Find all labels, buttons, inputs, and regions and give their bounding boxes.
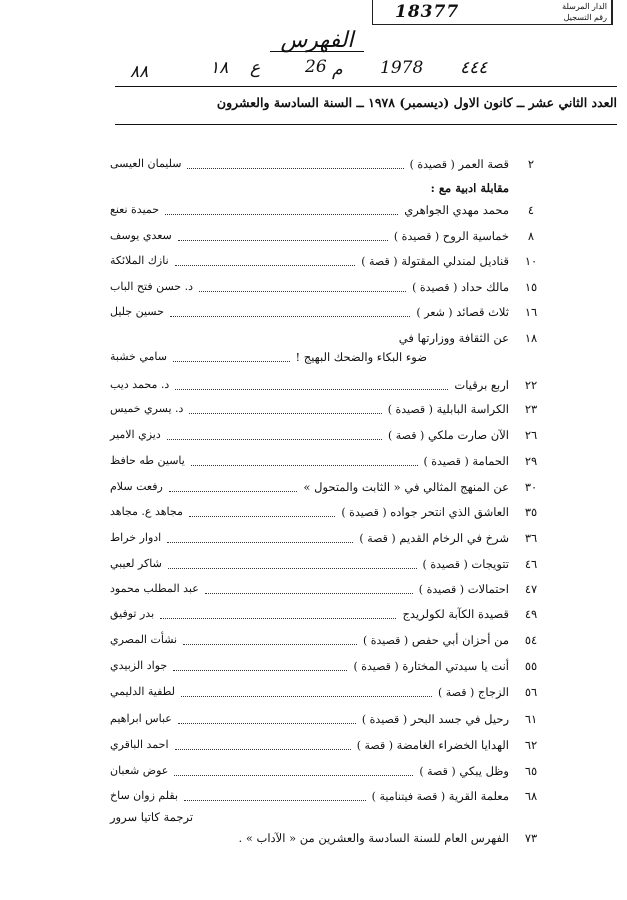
toc-author: لطفية الدليمي xyxy=(110,685,176,698)
toc-genre: ( قصة ) xyxy=(388,429,425,442)
toc-author: بقلم زوان ساخ xyxy=(110,789,179,802)
toc-genre: ( قصيدة ) xyxy=(412,281,458,294)
toc-author: د. يسري خميس xyxy=(110,402,184,415)
toc-title-text: من أحزان أبي حفص xyxy=(411,633,509,647)
toc-leader-dots xyxy=(199,291,406,292)
toc-author: مجاهد ع. مجاهد xyxy=(110,505,183,518)
toc-page-number: ١٦ xyxy=(524,305,538,319)
toc-title-text: محمد مهدي الجواهري xyxy=(404,203,509,217)
toc-title xyxy=(353,659,509,673)
toc-genre: ( قصيدة ) xyxy=(353,660,399,673)
toc-author: عوض شعبان xyxy=(110,764,169,777)
toc-title-text: عن المنهج المثالي في « الثابت والمتحول » xyxy=(303,480,509,494)
toc-title xyxy=(341,505,509,519)
toc-page-number: ١٠ xyxy=(524,254,538,268)
toc-author: نازك الملائكة xyxy=(110,254,169,267)
toc-page-number: ٢ xyxy=(527,157,535,171)
section-heading: مقابلة ادبية مع : xyxy=(430,181,509,195)
toc-title xyxy=(399,331,509,345)
toc-page-number: ١٥ xyxy=(524,280,538,294)
toc-title xyxy=(419,764,509,778)
toc-page-number: ٥٥ xyxy=(524,659,538,673)
toc-title-text: الهدايا الخضراء الغامضة xyxy=(396,738,509,752)
toc-title-text: أنت يا سيدتي المختارة xyxy=(402,659,509,673)
footer-text: الفهرس العام للسنة السادسة والعشرين من « الآداب » . xyxy=(238,831,509,845)
toc-title xyxy=(410,157,509,171)
toc-author: احمد الباقري xyxy=(110,738,169,751)
toc-genre: ( قصيدة ) xyxy=(422,558,468,571)
toc-page-number: ٦٨ xyxy=(524,789,538,803)
toc-author: حسين جليل xyxy=(110,305,164,318)
toc-title-text: معلمة القرية xyxy=(448,789,509,803)
toc-page-number: ٤٩ xyxy=(524,607,538,621)
toc-author: سليمان العيسى xyxy=(110,157,182,170)
toc-leader-dots xyxy=(184,800,366,801)
toc-title-text: خماسية الروح xyxy=(442,229,509,243)
toc-leader-dots xyxy=(173,670,347,671)
toc-title xyxy=(357,738,509,752)
toc-title xyxy=(363,633,509,647)
toc-title-text: احتمالات xyxy=(467,582,509,596)
handwritten-code: ٤٤٤ xyxy=(460,58,488,78)
toc-title xyxy=(404,203,509,217)
toc-page-number: ٤٦ xyxy=(524,557,538,571)
handwritten-year: 1978 xyxy=(380,58,424,78)
toc-title-text: شرخ في الرخام القديم xyxy=(399,531,509,545)
toc-title-text: اربع برقيات xyxy=(454,378,509,392)
toc-leader-dots xyxy=(173,361,290,362)
toc-leader-dots xyxy=(167,439,382,440)
toc-title-text: قصيدة الكآبة لكولريدج xyxy=(402,607,509,621)
toc-title-text: تتويجات xyxy=(471,557,509,571)
toc-leader-dots xyxy=(187,168,403,169)
stamp-label-registration: رقم التسجيل xyxy=(563,13,607,22)
toc-page-number: ٢٩ xyxy=(524,454,538,468)
toc-author: شاكر لعيبي xyxy=(110,557,162,570)
toc-page-number: ٦٥ xyxy=(524,764,538,778)
toc-page-number: ٦٢ xyxy=(524,738,538,752)
toc-leader-dots xyxy=(189,516,335,517)
toc-author: عبد المطلب محمود xyxy=(110,582,199,595)
toc-page-number: ٣٦ xyxy=(524,531,538,545)
toc-leader-dots xyxy=(165,214,398,215)
toc-leader-dots xyxy=(205,593,413,594)
toc-genre: ( قصيدة ) xyxy=(341,506,387,519)
toc-author: سعدي يوسف xyxy=(110,229,172,242)
toc-title-text: رحيل في جسد البحر xyxy=(410,712,509,726)
toc-title xyxy=(419,582,509,596)
toc-page-number: ٦١ xyxy=(524,712,538,726)
toc-page-number: ٢٦ xyxy=(524,428,538,442)
toc-author: جواد الزبيدي xyxy=(110,659,168,672)
stamp-registration-number: 18377 xyxy=(395,2,460,22)
toc-leader-dots xyxy=(175,389,448,390)
toc-title xyxy=(303,480,509,494)
toc-leader-dots xyxy=(189,413,381,414)
toc-author: نشأت المصري xyxy=(110,633,178,646)
toc-leader-dots xyxy=(175,265,356,266)
toc-genre: ( قصة ) xyxy=(361,255,398,268)
toc-leader-dots xyxy=(170,316,411,317)
issue-header: العدد الثاني عشر ــ كانون الاول (ديسمبر) ١٩٧٨ ــ السنة السادسة والعشرون xyxy=(216,95,617,110)
toc-title-text: عن الثقافة ووزارتها في xyxy=(398,331,509,345)
toc-page-number: ٢٢ xyxy=(524,378,538,392)
toc-title xyxy=(394,229,509,243)
rule-top xyxy=(115,86,617,87)
toc-title xyxy=(372,789,509,803)
handwritten-issue: 26 xyxy=(305,57,327,77)
toc-author: رفعت سلام xyxy=(110,480,163,493)
toc-author: د. حسن فتح الباب xyxy=(110,280,193,293)
toc-title-text: العاشق الذي انتحر جواده xyxy=(390,505,509,519)
toc-page-number: ٤٧ xyxy=(524,582,538,596)
handwritten-page: ٨٨ xyxy=(130,62,149,82)
toc-page-number: ٣٥ xyxy=(524,505,538,519)
toc-genre: ( قصيدة ) xyxy=(393,230,440,243)
toc-title xyxy=(423,557,509,571)
toc-title xyxy=(454,378,509,392)
toc-leader-dots xyxy=(191,465,418,466)
toc-title-text: الزجاج xyxy=(477,685,509,699)
toc-title xyxy=(388,402,509,416)
toc-genre: ( قصيدة ) xyxy=(418,583,465,596)
toc-title-text: الكراسة البابلية xyxy=(436,402,509,416)
toc-leader-dots xyxy=(183,644,357,645)
toc-genre: ( قصيدة ) xyxy=(409,158,455,171)
toc-page-number: ٨ xyxy=(527,229,535,243)
toc-title-text: الحمامة xyxy=(472,454,509,468)
toc-genre: ( قصيدة ) xyxy=(362,634,409,647)
rule-bottom xyxy=(115,124,617,125)
toc-author: ديزي الامير xyxy=(110,428,161,441)
toc-author: حميدة نعنع xyxy=(110,203,160,216)
toc-genre: ( شعر ) xyxy=(416,306,453,319)
toc-title-text: وظل يبكي xyxy=(459,764,509,778)
toc-title xyxy=(412,280,509,294)
toc-page-number: ٥٦ xyxy=(524,685,538,699)
translator-credit: ترجمة كاتيا سرور xyxy=(110,810,194,824)
toc-leader-dots xyxy=(175,749,351,750)
toc-author: بدر توفيق xyxy=(110,607,155,620)
toc-leader-dots xyxy=(181,696,432,697)
toc-page-number: ٣٠ xyxy=(524,480,538,494)
toc-leader-dots xyxy=(178,240,388,241)
toc-page-number: ١٨ xyxy=(524,331,538,345)
toc-leader-dots xyxy=(169,491,298,492)
archive-stamp xyxy=(372,0,613,25)
toc-title xyxy=(362,712,509,726)
toc-title-text: قصة العمر xyxy=(458,157,509,171)
handwritten-ayin: ع xyxy=(250,58,261,78)
handwritten-mim: م xyxy=(332,60,343,80)
toc-title-text: الآن صارت ملكي xyxy=(427,428,509,442)
toc-leader-dots xyxy=(168,568,417,569)
toc-author: ادوار خراط xyxy=(110,531,162,544)
toc-genre: ( قصيدة ) xyxy=(423,455,469,468)
toc-title-text: مالك حداد xyxy=(461,280,509,294)
toc-page-number: ٤ xyxy=(527,203,535,217)
toc-title xyxy=(359,531,509,545)
toc-page-number: ٢٣ xyxy=(524,402,538,416)
toc-title xyxy=(416,305,509,319)
toc-genre: ( قصة ) xyxy=(359,532,396,545)
toc-author: عباس ابراهيم xyxy=(110,712,172,725)
handwritten-volume: ١٨ xyxy=(210,58,229,78)
toc-leader-dots xyxy=(178,723,356,724)
toc-author: سامي خشبة xyxy=(110,350,167,363)
toc-leader-dots xyxy=(160,618,396,619)
toc-genre: ( قصة ) xyxy=(437,686,475,699)
toc-title xyxy=(388,428,509,442)
toc-title xyxy=(438,685,509,699)
toc-genre: ( قصة ) xyxy=(356,739,393,752)
footer-page-number: ٧٣ xyxy=(524,831,538,845)
toc-title-text: ضوء البكاء والضحك البهيج ! xyxy=(295,350,427,364)
toc-leader-dots xyxy=(174,775,413,776)
handwritten-title: الفهرس xyxy=(262,28,372,53)
toc-author: د. محمد ديب xyxy=(110,378,170,391)
toc-title xyxy=(402,607,509,621)
toc-title xyxy=(361,254,509,268)
toc-genre: ( قصيدة ) xyxy=(361,713,408,726)
toc-genre: ( قصة ) xyxy=(419,765,456,778)
toc-genre: ( قصيدة ) xyxy=(387,403,433,416)
toc-title-text: قناديل لمندلي المقتولة xyxy=(401,254,509,268)
toc-page-number: ٥٤ xyxy=(524,633,538,647)
toc-title xyxy=(296,350,428,364)
toc-author: ياسين طه حافظ xyxy=(110,454,185,467)
toc-genre: ( قصة فيتنامية ) xyxy=(371,790,446,803)
stamp-label-sender: الدار المرسلة xyxy=(562,2,607,11)
toc-title xyxy=(424,454,510,468)
toc-title-text: ثلاث قصائد xyxy=(456,305,509,319)
toc-leader-dots xyxy=(167,542,353,543)
